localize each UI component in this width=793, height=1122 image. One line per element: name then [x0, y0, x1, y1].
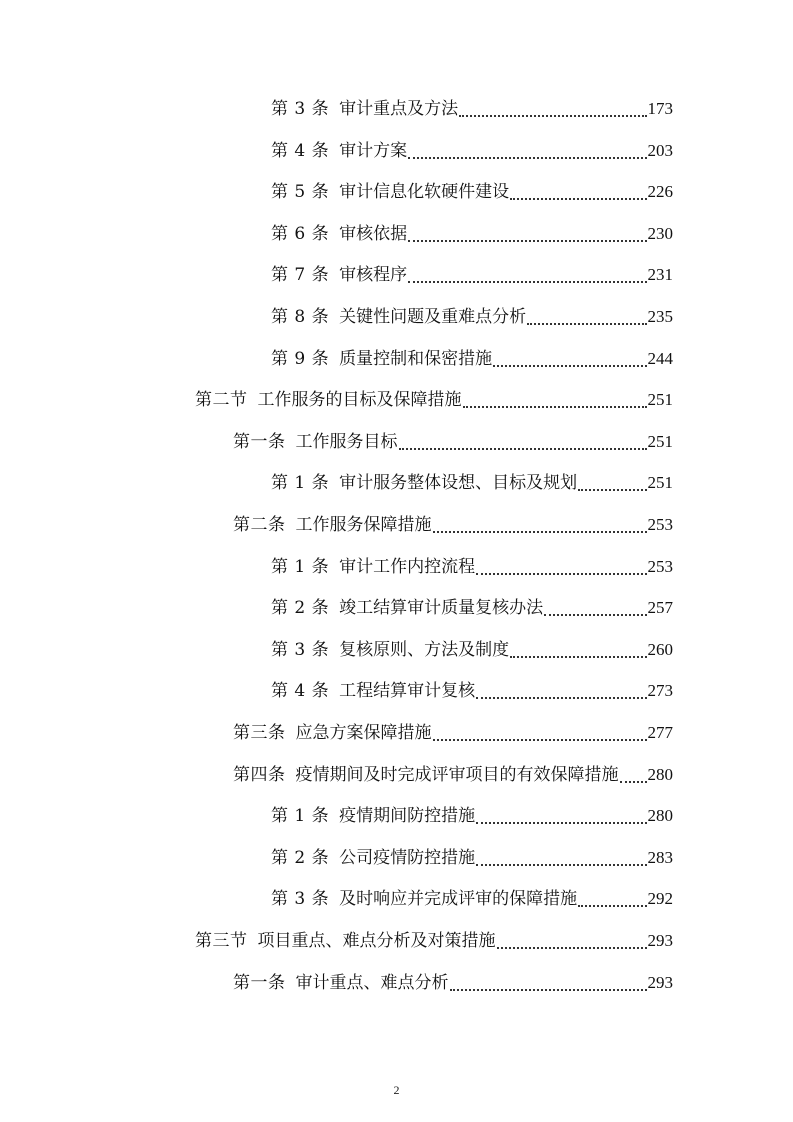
toc-entry-number: 第一条	[233, 432, 286, 452]
toc-entry-number: 第 1 条	[271, 557, 330, 577]
toc-dot-leader	[544, 613, 646, 616]
toc-entry[interactable]	[271, 172, 673, 212]
toc-entry-title: 竣工结算审计质量复核办法	[339, 598, 544, 618]
toc-dot-leader	[463, 405, 647, 408]
toc-entry[interactable]	[271, 630, 673, 670]
toc-entry-title: 公司疫情防控措施	[339, 848, 476, 868]
toc-entry[interactable]	[233, 713, 673, 753]
toc-dot-leader	[459, 114, 646, 117]
toc-entry-number: 第二条	[233, 515, 286, 535]
toc-dot-leader	[527, 322, 646, 325]
toc-entry-number: 第一条	[233, 973, 286, 993]
toc-entry-title: 及时响应并完成评审的保障措施	[339, 889, 578, 909]
toc-entry[interactable]	[271, 339, 673, 379]
toc-entry[interactable]	[271, 89, 673, 129]
toc-dot-leader	[433, 738, 647, 741]
toc-dot-leader	[408, 156, 646, 159]
toc-entry-title: 审核程序	[339, 265, 408, 285]
toc-entry[interactable]	[271, 463, 673, 503]
toc-dot-leader	[450, 988, 647, 991]
toc-entry-title: 审计重点、难点分析	[295, 973, 449, 993]
toc-entry-number: 第 2 条	[271, 848, 330, 868]
toc-entry-title: 审核依据	[339, 224, 408, 244]
toc-entry-number: 第 5 条	[271, 182, 330, 202]
toc-dot-leader	[510, 655, 646, 658]
toc-dot-leader	[578, 488, 646, 491]
toc-entry-title: 疫情期间防控措施	[339, 806, 476, 826]
toc-entry-number: 第 3 条	[271, 889, 330, 909]
toc-dot-leader	[493, 364, 646, 367]
toc-entry-number: 第 4 条	[271, 141, 330, 161]
toc-dot-leader	[408, 280, 646, 283]
toc-entry-title: 疫情期间及时完成评审项目的有效保障措施	[295, 765, 619, 785]
toc-entry-number: 第四条	[233, 765, 286, 785]
toc-entry-number: 第 2 条	[271, 598, 330, 618]
toc-dot-leader	[476, 572, 646, 575]
toc-dot-leader	[476, 863, 646, 866]
toc-entry-page: 203	[647, 141, 673, 160]
toc-entry-title: 审计重点及方法	[339, 99, 459, 119]
toc-entry[interactable]	[233, 505, 673, 545]
toc-entry[interactable]	[271, 838, 673, 878]
toc-entry-page: 257	[647, 598, 673, 617]
toc-entry-page: 251	[647, 390, 673, 409]
toc-entry-page: 280	[647, 765, 673, 784]
toc-entry-page: 253	[647, 557, 673, 576]
toc-entry-number: 第二节	[195, 390, 248, 410]
toc-entry[interactable]	[271, 588, 673, 628]
toc-entry-number: 第 8 条	[271, 307, 330, 327]
toc-entry-number: 第 4 条	[271, 681, 330, 701]
toc-entry-title: 项目重点、难点分析及对策措施	[257, 931, 496, 951]
toc-entry-page: 277	[647, 723, 673, 742]
toc-entry[interactable]	[271, 671, 673, 711]
toc-entry-title: 审计信息化软硬件建设	[339, 182, 510, 202]
toc-entry-page: 235	[647, 307, 673, 326]
toc-dot-leader	[408, 239, 646, 242]
page-number: 2	[393, 1083, 400, 1097]
toc-entry-title: 应急方案保障措施	[295, 723, 432, 743]
toc-entry-page: 283	[647, 848, 673, 867]
toc-dot-leader	[620, 780, 647, 783]
toc-entry-title: 工作服务目标	[295, 432, 398, 452]
toc-entry-page: 230	[647, 224, 673, 243]
toc-entry-page: 251	[647, 473, 673, 492]
toc-entry[interactable]	[195, 380, 673, 420]
toc-dot-leader	[510, 197, 646, 200]
toc-entry-title: 工程结算审计复核	[339, 681, 476, 701]
toc-entry[interactable]	[233, 422, 673, 462]
toc-entry[interactable]	[271, 547, 673, 587]
toc-entry-page: 253	[647, 515, 673, 534]
toc-entry-title: 工作服务的目标及保障措施	[257, 390, 462, 410]
toc-entry[interactable]	[271, 214, 673, 254]
toc-entry-page: 231	[647, 265, 673, 284]
toc-entry-title: 审计服务整体设想、目标及规划	[339, 473, 578, 493]
toc-entry-page: 293	[647, 973, 673, 992]
toc-dot-leader	[476, 696, 646, 699]
toc-entry-title: 工作服务保障措施	[295, 515, 432, 535]
toc-entry-number: 第 9 条	[271, 349, 330, 369]
toc-entry-page: 173	[647, 99, 673, 118]
toc-entry-number: 第 6 条	[271, 224, 330, 244]
toc-entry[interactable]	[271, 131, 673, 171]
toc-dot-leader	[578, 904, 646, 907]
toc-entry[interactable]	[271, 879, 673, 919]
toc-entry[interactable]	[233, 963, 673, 1003]
toc-entry-number: 第 7 条	[271, 265, 330, 285]
toc-entry-page: 244	[647, 349, 673, 368]
toc-dot-leader	[399, 447, 647, 450]
toc-entry-number: 第 1 条	[271, 473, 330, 493]
toc-entry-page: 226	[647, 182, 673, 201]
toc-entry-title: 审计工作内控流程	[339, 557, 476, 577]
toc-entry-title: 关键性问题及重难点分析	[339, 307, 527, 327]
toc-entry-number: 第三节	[195, 931, 248, 951]
toc-entry-page: 292	[647, 889, 673, 908]
toc-entry-page: 273	[647, 681, 673, 700]
toc-entry-number: 第 3 条	[271, 99, 330, 119]
toc-entry-page: 251	[647, 432, 673, 451]
toc-dot-leader	[476, 821, 646, 824]
toc-entry-number: 第三条	[233, 723, 286, 743]
toc-entry-page: 293	[647, 931, 673, 950]
toc-entry-title: 质量控制和保密措施	[339, 349, 493, 369]
toc-entry[interactable]	[271, 297, 673, 337]
toc-entry-title: 审计方案	[339, 141, 408, 161]
toc-entry-title: 复核原则、方法及制度	[339, 640, 510, 660]
toc-entry[interactable]	[233, 755, 673, 795]
toc-entry-page: 260	[647, 640, 673, 659]
toc-entry[interactable]	[271, 796, 673, 836]
toc-entry[interactable]	[195, 921, 673, 961]
toc-dot-leader	[433, 530, 647, 533]
toc-entry-number: 第 3 条	[271, 640, 330, 660]
toc-entry-page: 280	[647, 806, 673, 825]
toc-entry[interactable]	[271, 255, 673, 295]
toc-dot-leader	[497, 946, 647, 949]
toc-entry-number: 第 1 条	[271, 806, 330, 826]
